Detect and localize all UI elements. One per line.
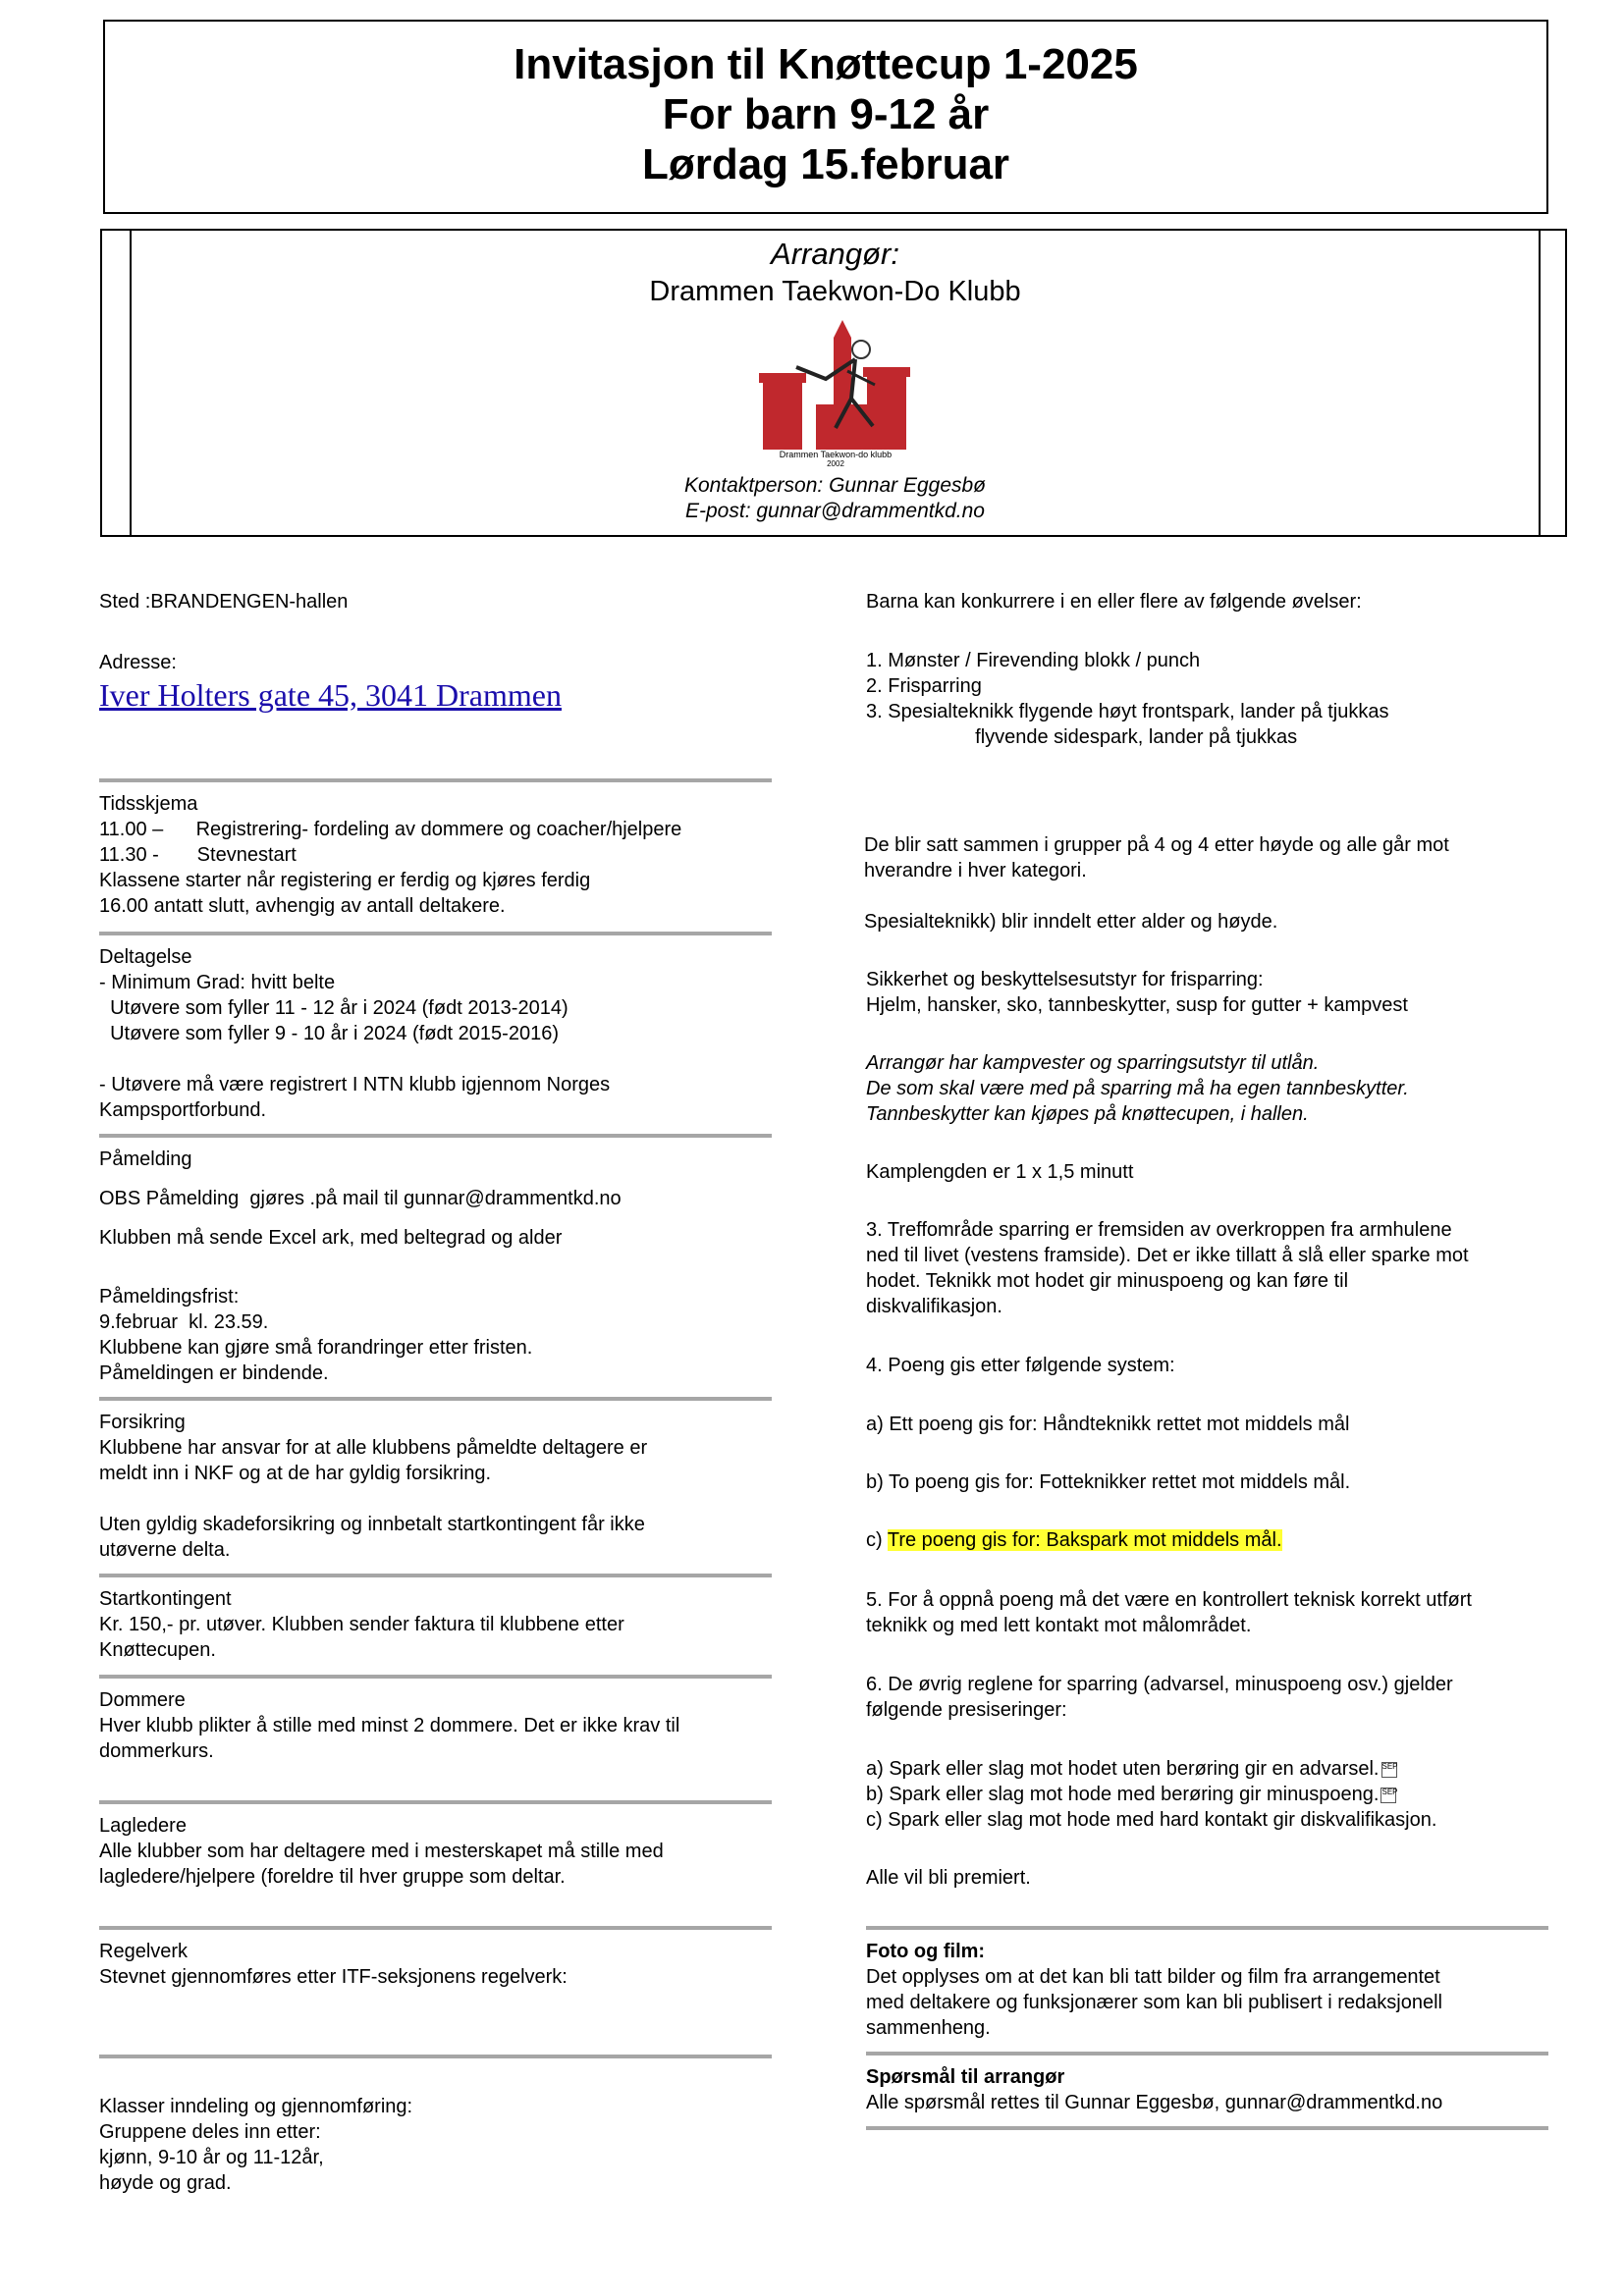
divider [866, 2052, 1548, 2056]
participation-line: Utøvere som fyller 9 - 10 år i 2024 (født 2015-2016) [99, 1023, 559, 1044]
divider [99, 778, 772, 782]
club-logo [757, 320, 914, 467]
team-leaders-line: lagledere/hjelpere (foreldre til hver gruppe som deltar. [99, 1866, 566, 1888]
logo-year: 2002 [826, 459, 844, 467]
divider [99, 1134, 772, 1138]
classes-line: høyde og grad. [99, 2172, 232, 2194]
registration-line: Påmeldingen er bindende. [99, 1362, 329, 1384]
judges-line: dommerkurs. [99, 1740, 214, 1762]
sparring-rule-b [866, 1782, 1396, 1807]
sparring-rule-b-text: b) Spark eller slag mot hode med berøring gir minuspoeng. [866, 1784, 1380, 1805]
groups-line: De blir satt sammen i grupper på 4 og 4 etter høyde og alle går mot [864, 834, 1449, 856]
address-link[interactable]: Iver Holters gate 45, 3041 Drammen [99, 677, 562, 713]
schedule-line: 16.00 antatt slutt, avhengig av antall deltakere. [99, 895, 506, 917]
safety-line: Hjelm, hansker, sko, tannbeskytter, susp for gutter + kampvest [866, 994, 1408, 1016]
participation-line: - Utøvere må være registrert I NTN klubb igjennom Norges [99, 1074, 611, 1095]
points-c-highlight: Tre poeng gis for: Bakspark mot middels mål. [887, 1529, 1282, 1551]
venue: Sted :BRANDENGEN-hallen [99, 591, 349, 613]
participation-heading: Deltagelse [99, 946, 192, 968]
target-area-line: hodet. Teknikk mot hodet gir minuspoeng og kan føre til [866, 1270, 1349, 1292]
fee-line: Knøttecupen. [99, 1639, 216, 1661]
deadline-label: Påmeldingsfrist: [99, 1286, 240, 1308]
schedule-line: 11.00 – Registrering- fordeling av dommere og coacher/hjelpere [99, 819, 682, 840]
rules-line: Stevnet gjennomføres etter ITF-seksjonens regelverk: [99, 1966, 568, 1988]
target-area-line: 3. Treffområde sparring er fremsiden av overkroppen fra armhulene [866, 1219, 1452, 1241]
classes-line: kjønn, 9-10 år og 11-12år, [99, 2147, 324, 2168]
points-b: b) To poeng gis for: Fotteknikker rettet mot middels mål. [866, 1471, 1351, 1493]
rule-6-line: 6. De øvrig reglene for sparring (advarsel, minuspoeng osv.) gjelder [866, 1674, 1453, 1695]
logo-caption: Drammen Taekwon-do klubb [779, 450, 892, 459]
photo-line: sammenheng. [866, 2017, 991, 2039]
fee-heading: Startkontingent [99, 1588, 232, 1610]
groups-line: hverandre i hver kategori. [864, 860, 1087, 881]
target-area-line: diskvalifikasjon. [866, 1296, 1002, 1317]
divider [99, 1675, 772, 1679]
insurance-line: Klubbene har ansvar for at alle klubbens påmeldte deltagere er [99, 1437, 648, 1459]
insurance-line: utøverne delta. [99, 1539, 231, 1561]
schedule-line: 11.30 - Stevnestart [99, 844, 297, 866]
photo-line: med deltakere og funksjonærer som kan bli publisert i redaksjonell [866, 1992, 1442, 2013]
points-heading: 4. Poeng gis etter følgende system: [866, 1355, 1175, 1376]
target-area-line: ned til livet (vestens framside). Det er ikke tillatt å slå eller sparke mot [866, 1245, 1469, 1266]
divider [99, 1800, 772, 1804]
match-length: Kamplengden er 1 x 1,5 minutt [866, 1161, 1134, 1183]
sparring-rule-a [866, 1756, 1397, 1782]
registration-line: Klubbene kan gjøre små forandringer etter fristen. [99, 1337, 533, 1359]
special-technique: Spesialteknikk) blir inndelt etter alder og høyde. [864, 911, 1278, 933]
questions-heading: Spørsmål til arrangør [866, 2066, 1065, 2088]
divider [99, 1926, 772, 1930]
event-item: 1. Mønster / Firevending blokk / punch [866, 650, 1201, 671]
title-line-2: For barn 9-12 år [662, 90, 990, 138]
schedule-line: Klassene starter når registering er ferdig og kjøres ferdig [99, 870, 591, 891]
event-item: flyvende sidespark, lander på tjukkas [866, 726, 1298, 748]
deadline: 9.februar kl. 23.59. [99, 1311, 269, 1333]
equipment-line: De som skal være med på sparring må ha egen tannbeskytter. [866, 1078, 1409, 1099]
questions-line: Alle spørsmål rettes til Gunnar Eggesbø, gunnar@drammentkd.no [866, 2092, 1443, 2113]
fee-line: Kr. 150,- pr. utøver. Klubben sender faktura til klubbene etter [99, 1614, 624, 1635]
rule-6-line: følgende presiseringer: [866, 1699, 1067, 1721]
sep-icon: SEP [1380, 1788, 1396, 1803]
divider [99, 1397, 772, 1401]
photo-line: Det opplyses om at det kan bli tatt bilder og film fra arrangementet [866, 1966, 1440, 1988]
rule-5-line: teknikk og med lett kontakt mot målområdet. [866, 1615, 1252, 1636]
divider [99, 1574, 772, 1577]
participation-line: Kampsportforbund. [99, 1099, 267, 1121]
insurance-line: Uten gyldig skadeforsikring og innbetalt startkontingent får ikke [99, 1514, 645, 1535]
divider [866, 2126, 1548, 2130]
schedule-heading: Tidsskjema [99, 793, 198, 815]
registration-line: OBS Påmelding gjøres .på mail til gunnar@drammentkd.no [99, 1188, 622, 1209]
insurance-heading: Forsikring [99, 1412, 186, 1433]
event-item: 3. Spesialteknikk flygende høyt frontspark, lander på tjukkas [866, 701, 1389, 722]
classes-heading: Klasser inndeling og gjennomføring: [99, 2096, 413, 2117]
organizer-inner [130, 231, 1541, 535]
rule-5-line: 5. For å oppnå poeng må det være en kontrollert teknisk korrekt utført [866, 1589, 1472, 1611]
events-intro: Barna kan konkurrere i en eller flere av følgende øvelser: [866, 591, 1362, 613]
registration-heading: Påmelding [99, 1148, 192, 1170]
organizer-label: Arrangør: [771, 237, 899, 271]
title-line-1: Invitasjon til Knøttecup 1-2025 [514, 40, 1138, 88]
team-leaders-heading: Lagledere [99, 1815, 187, 1837]
sep-icon: SEP [1381, 1762, 1397, 1778]
insurance-line: meldt inn i NKF og at de har gyldig forsikring. [99, 1463, 492, 1484]
address-label: Adresse: [99, 652, 177, 673]
event-item: 2. Frisparring [866, 675, 982, 697]
divider [99, 932, 772, 935]
safety-line: Sikkerhet og beskyttelsesutstyr for frisparring: [866, 969, 1264, 990]
contact-email: E-post: gunnar@drammentkd.no [685, 500, 985, 522]
participation-line: Utøvere som fyller 11 - 12 år i 2024 (født 2013-2014) [99, 997, 568, 1019]
points-a: a) Ett poeng gis for: Håndteknikk rettet mot middels mål [866, 1414, 1350, 1435]
participation-line: - Minimum Grad: hvitt belte [99, 972, 336, 993]
divider [866, 1926, 1548, 1930]
contact-person: Kontaktperson: Gunnar Eggesbø [683, 474, 987, 497]
title-line-3: Lørdag 15.februar [641, 140, 1010, 188]
photo-heading: Foto og film: [866, 1941, 986, 1962]
prizes: Alle vil bli premiert. [866, 1867, 1031, 1889]
sparring-rule-a-text: a) Spark eller slag mot hodet uten berøring gir en advarsel. [866, 1758, 1380, 1780]
points-c [866, 1527, 1282, 1553]
judges-heading: Dommere [99, 1689, 186, 1711]
divider [99, 2055, 772, 2058]
organizer-name: Drammen Taekwon-Do Klubb [649, 276, 1021, 307]
equipment-line: Tannbeskytter kan kjøpes på knøttecupen, i hallen. [866, 1103, 1309, 1125]
classes-line: Gruppene deles inn etter: [99, 2121, 321, 2143]
equipment-line: Arrangør har kampvester og sparringsutstyr til utlån. [866, 1052, 1320, 1074]
judges-line: Hver klubb plikter å stille med minst 2 dommere. Det er ikke krav til [99, 1715, 680, 1736]
team-leaders-line: Alle klubber som har deltagere med i mesterskapet må stille med [99, 1841, 664, 1862]
title-box [103, 20, 1548, 214]
registration-line: Klubben må sende Excel ark, med beltegrad og alder [99, 1227, 563, 1249]
organizer-box [100, 229, 1567, 537]
points-c-prefix: c) [866, 1529, 888, 1551]
sparring-rule-c: c) Spark eller slag mot hode med hard kontakt gir diskvalifikasjon. [866, 1809, 1437, 1831]
rules-heading: Regelverk [99, 1941, 189, 1962]
